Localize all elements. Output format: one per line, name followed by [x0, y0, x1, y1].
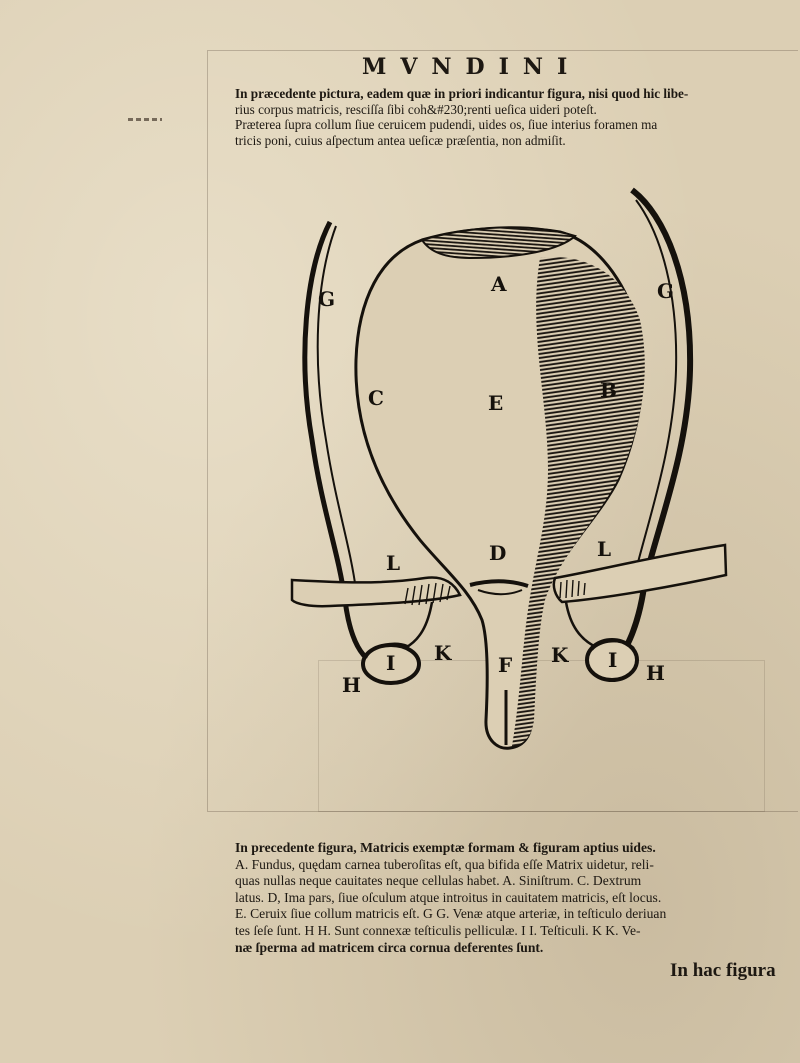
legend-line: A. Fundus, quędam carnea tuberoſitas eſt, qua bifida eſſe Matrix uidetur, reli- — [235, 856, 654, 872]
legend-line: tes ſeſe ſunt. H H. Sunt connexæ teſticulis pelliculæ. I I. Teſticuli. K K. Ve- — [235, 922, 641, 938]
label-f: F — [498, 653, 513, 677]
label-l-right: L — [597, 537, 612, 561]
label-e: E — [488, 391, 504, 415]
label-l-left: L — [386, 551, 401, 575]
label-a: A — [491, 272, 507, 296]
legend-line: E. Ceruix ſiue collum matricis eſt. G G. Venæ atque arteriæ, in teſticulo deriuan — [235, 906, 667, 922]
running-head: MVNDINI — [362, 54, 582, 80]
label-g-left: G — [318, 287, 336, 311]
label-h-right: H — [646, 661, 665, 685]
legend-line: næ ſperma ad matricem circa cornua deferentes ſunt. — [235, 939, 544, 955]
label-k-left: K — [434, 641, 452, 665]
label-g-right: G — [657, 279, 675, 303]
intro-line: In præcedente pictura, eadem quæ in priori indicantur figura, nisi quod hic libe- — [235, 86, 689, 101]
legend-line: latus. D, Ima pars, ſiue oſculum atque introitus in cauitatem matricis, eſt locus. — [235, 889, 662, 905]
label-h-left: H — [342, 673, 361, 697]
catchword: In hac figura — [670, 960, 776, 981]
label-b: B — [600, 378, 617, 402]
label-i-right: I — [608, 648, 618, 672]
label-c: C — [368, 386, 384, 410]
label-k-right: K — [551, 643, 569, 667]
legend-paragraph — [235, 840, 783, 956]
intro-line: rius corpus matricis, resciſſa ſibi coh&#230;renti ueſica uideri poteſt. — [235, 101, 597, 117]
intro-line: tricis poni, cuius aſpectum antea ueſicæ præſentia, non admiſit. — [235, 132, 566, 148]
label-i-left: I — [386, 651, 396, 675]
intro-line: Præterea ſupra collum ſiue ceruicem pudendi, uides os, ſiue interius foramen ma — [235, 117, 658, 132]
vessel-right-k — [566, 602, 598, 648]
legend-line: In precedente figura, Matricis exemptæ formam & figuram aptius uides. — [235, 840, 656, 855]
vessel-left-k — [405, 602, 432, 648]
legend-line: quas nullas neque cauitates neque cellulas habet. A. Siniſtrum. C. Dextrum — [235, 873, 642, 889]
label-d: D — [489, 541, 507, 565]
